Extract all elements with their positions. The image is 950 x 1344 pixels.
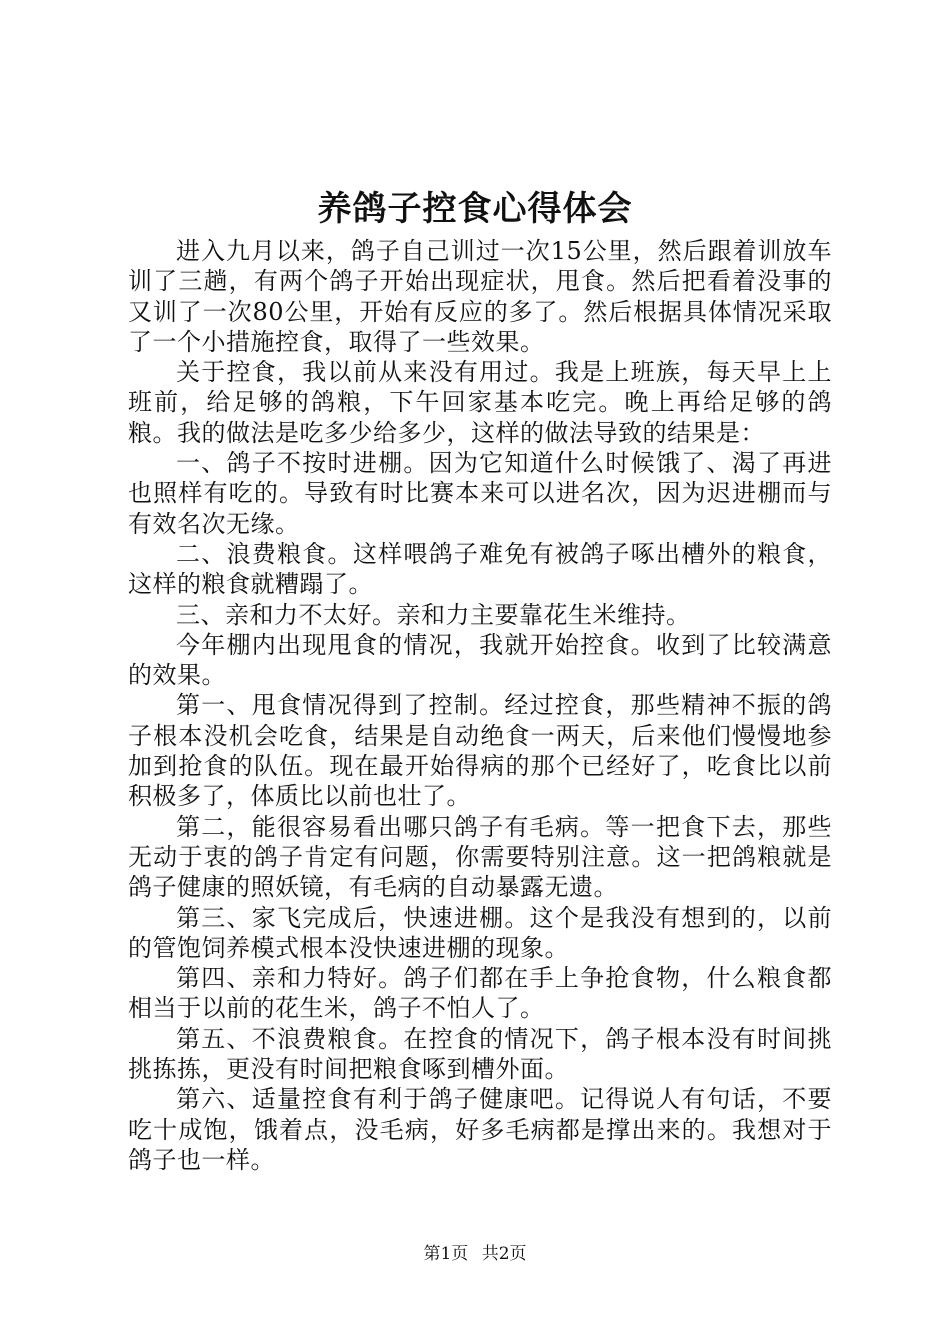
document-body [128,236,832,1175]
paragraph: 第四、亲和力特好。鸽子们都在手上争抢食物，什么粮食都相当于以前的花生米，鸽子不怕人了。 [128,964,832,1023]
page-footer [0,1242,950,1266]
paragraph: 第二，能很容易看出哪只鸽子有毛病。等一把食下去，那些无动于衷的鸽子肯定有问题，你需要特别注意。这一把鸽粮就是鸽子健康的照妖镜，有毛病的自动暴露无遗。 [128,812,832,902]
paragraph: 三、亲和力不太好。亲和力主要靠花生米维持。 [176,600,691,629]
paragraph: 第三、家飞完成后，快速进棚。这个是我没有想到的，以前的管饱饲养模式根本没快速进棚的现象。 [128,903,832,962]
page-number-current: 第1页 [423,1244,469,1264]
document-title: 养鸽子控食心得体会 [317,189,633,229]
paragraph: 第一、甩食情况得到了控制。经过控食，那些精神不振的鸽子根本没机会吃食，结果是自动绝食一两天，后来他们慢慢地参加到抢食的队伍。现在最开始得病的那个已经好了，吃食比以前积极多了，体质比以前也壮了。 [128,691,832,811]
paragraph: 一、鸽子不按时进棚。因为它知道什么时候饿了、渴了再进也照样有吃的。导致有时比赛本来可以进名次，因为迟进棚而与有效名次无缘。 [128,449,832,538]
paragraph: 关于控食，我以前从来没有用过。我是上班族，每天早上上班前，给足够的鸽粮，下午回家基本吃完。晚上再给足够的鸽粮。我的做法是吃多少给多少，这样的做法导致的结果是： [128,358,832,447]
paragraph: 二、浪费粮食。这样喂鸽子难免有被鸽子啄出槽外的粮食，这样的粮食就糟蹋了。 [128,539,832,599]
paragraph: 第五、不浪费粮食。在控食的情况下，鸽子根本没有时间挑挑拣拣，更没有时间把粮食啄到槽外面。 [128,1024,832,1084]
paragraph: 第六、适量控食有利于鸽子健康吧。记得说人有句话，不要吃十成饱，饿着点，没毛病，好多毛病都是撑出来的。我想对于鸽子也一样。 [128,1085,832,1174]
paragraph: 今年棚内出现甩食的情况，我就开始控食。收到了比较满意的效果。 [128,630,832,690]
paragraph: 进入九月以来，鸽子自己训过一次15公里，然后跟着训放车训了三趟，有两个鸽子开始出现症状，甩食。然后把看着没事的又训了一次80公里，开始有反应的多了。然后根据具体情况采取了一个小措施控食，取得了一些效果。 [128,237,832,356]
page-number-total: 共2页 [481,1244,527,1264]
